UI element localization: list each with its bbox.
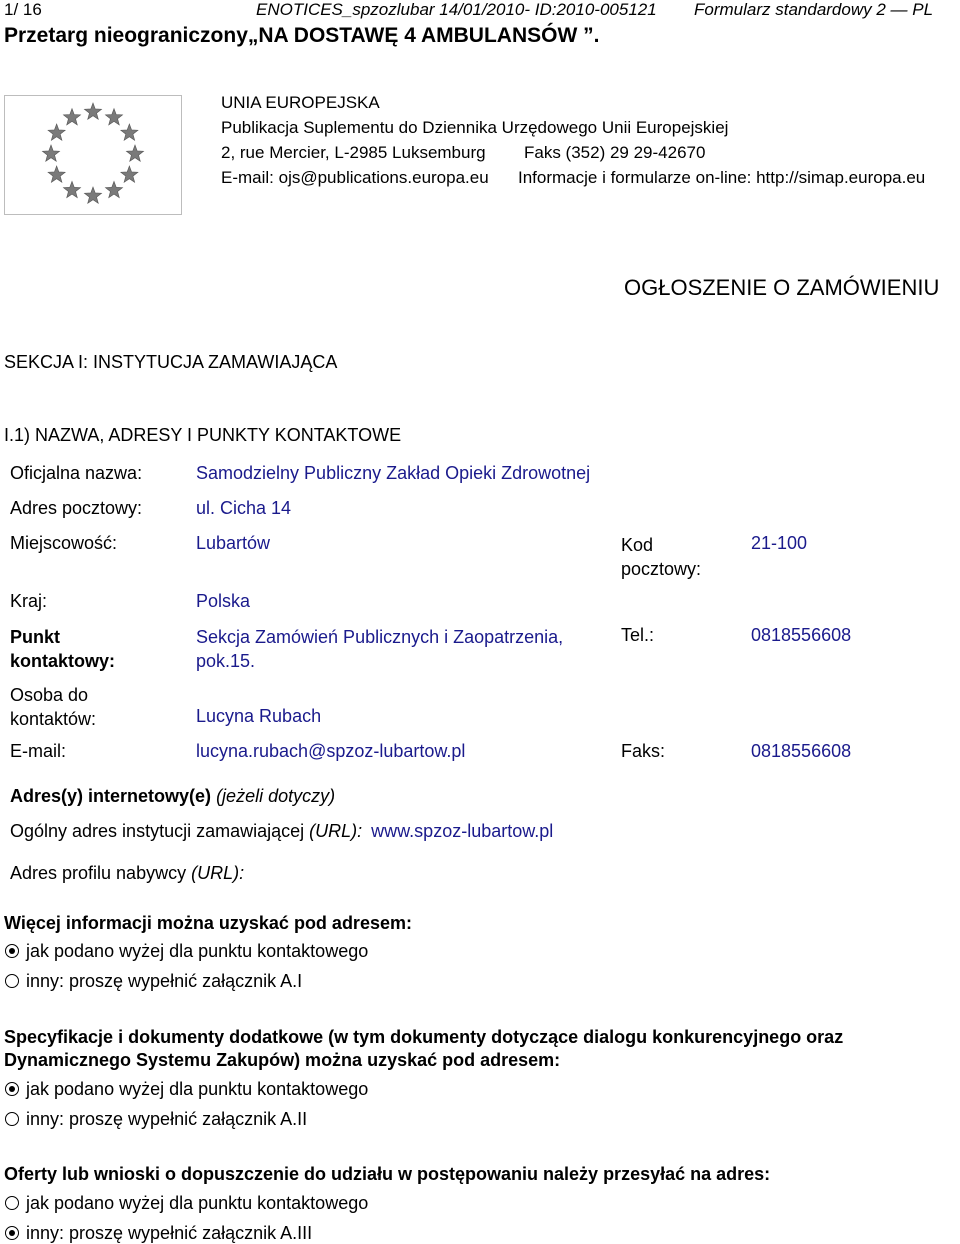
page-header: [0, 0, 960, 22]
offers-radio-same[interactable]: [5, 1196, 19, 1210]
eu-star: [126, 145, 143, 161]
publisher-email: E-mail: ojs@publications.europa.eu: [221, 168, 489, 187]
form-type: Formularz standardowy 2 — PL: [694, 0, 934, 19]
subsection-title: I.1) NAZWA, ADRESY I PUNKTY KONTAKTOWE: [4, 425, 402, 445]
general-url-link[interactable]: www.spzoz-lubartow.pl: [371, 821, 554, 841]
more-info-opt2: inny: proszę wypełnić załącznik A.I: [26, 971, 303, 991]
specs-opt1: jak podano wyżej dla punktu kontaktowego: [26, 1079, 369, 1099]
offers-radio-other[interactable]: [5, 1226, 19, 1240]
fax-value: 0818556608: [751, 741, 852, 761]
general-url-row: Ogólny adres instytucji zamawiającej (URL): www.spzoz-lubartow.pl: [10, 821, 554, 841]
eu-star: [63, 109, 80, 125]
eu-star: [121, 166, 138, 182]
notice-id: ENOTICES_spzozlubar 14/01/2010- ID:2010-005121: [256, 0, 657, 19]
page-number: 1/ 16: [4, 0, 42, 19]
more-info-opt1: jak podano wyżej dla punktu kontaktowego: [26, 941, 369, 961]
email-value: lucyna.rubach@spzoz-lubartow.pl: [196, 741, 466, 761]
tel-value: 0818556608: [751, 625, 852, 645]
eu-star: [42, 145, 59, 161]
postcode-value: 21-100: [751, 533, 808, 553]
postal-value: ul. Cicha 14: [196, 498, 292, 518]
more-info-heading: Więcej informacji można uzyskać pod adresem:: [4, 913, 412, 933]
eu-star: [84, 103, 101, 119]
contact-person-value: Lucyna Rubach: [196, 706, 322, 726]
section-title: SEKCJA I: INSTYTUCJA ZAMAWIAJĄCA: [4, 352, 338, 372]
eu-star: [121, 124, 138, 140]
contact-point-value: Sekcja Zamówień Publicznych i Zaopatrzenia, pok.15.: [196, 627, 564, 671]
eu-star: [105, 181, 122, 197]
eu-star: [48, 124, 65, 140]
eu-star: [63, 181, 80, 197]
postal-label: Adres pocztowy:: [10, 498, 143, 518]
email-label: E-mail:: [10, 741, 67, 761]
specs-radio-other[interactable]: [5, 1112, 19, 1126]
eu-flag-logo: [4, 95, 182, 215]
contact-person-label: Osoba do kontaktów:: [10, 685, 97, 729]
publisher-address: 2, rue Mercier, L-2985 Luksemburg: [221, 143, 486, 162]
city-value: Lubartów: [196, 533, 271, 553]
city-label: Miejscowość:: [10, 533, 118, 553]
fax-label: Faks:: [621, 741, 666, 761]
postcode-label: Kod pocztowy:: [621, 535, 702, 579]
offers-opt2: inny: proszę wypełnić załącznik A.III: [26, 1223, 313, 1243]
publisher-org: UNIA EUROPEJSKA: [221, 93, 380, 112]
country-value: Polska: [196, 591, 251, 611]
specs-heading: Specyfikacje i dokumenty dodatkowe (w tym dokumenty dotyczące dialogu konkurencyjnego oraz Dynamicznego Systemu Zakupów) można uzyskać pod adresem:: [4, 1027, 844, 1070]
country-label: Kraj:: [10, 591, 48, 611]
publisher-fax: Faks (352) 29 29-42670: [524, 143, 706, 162]
official-name-value: Samodzielny Publiczny Zakład Opieki Zdrowotnej: [196, 463, 591, 483]
notice-title: OGŁOSZENIE O ZAMÓWIENIU: [624, 275, 940, 300]
profile-url-row: Adres profilu nabywcy (URL):: [10, 863, 245, 883]
specs-opt2: inny: proszę wypełnić załącznik A.II: [26, 1109, 308, 1129]
official-name-label: Oficjalna nazwa:: [10, 463, 143, 483]
offers-heading: Oferty lub wnioski o dopuszczenie do udziału w postępowaniu należy przesyłać na adres:: [4, 1164, 771, 1184]
tel-label: Tel.:: [621, 625, 655, 645]
contact-point-label: Punkt kontaktowy:: [10, 627, 116, 671]
eu-star: [84, 187, 101, 203]
offers-opt1: jak podano wyżej dla punktu kontaktowego: [26, 1193, 369, 1213]
page-title: Przetarg nieograniczony„NA DOSTAWĘ 4 AMBULANSÓW ”.: [4, 24, 600, 47]
publisher-info: Informacje i formularze on-line: http://simap.europa.eu: [518, 168, 926, 187]
publisher-pub: Publikacja Suplementu do Dziennika Urzędowego Unii Europejskiej: [221, 118, 729, 137]
eu-star: [105, 109, 122, 125]
eu-star: [48, 166, 65, 182]
eu-stars-icon: [5, 96, 181, 214]
more-info-radio-other[interactable]: [5, 974, 19, 988]
internet-heading: Adres(y) internetowy(e) (jeżeli dotyczy): [10, 786, 336, 806]
specs-radio-same[interactable]: [5, 1082, 19, 1096]
more-info-radio-same[interactable]: [5, 944, 19, 958]
